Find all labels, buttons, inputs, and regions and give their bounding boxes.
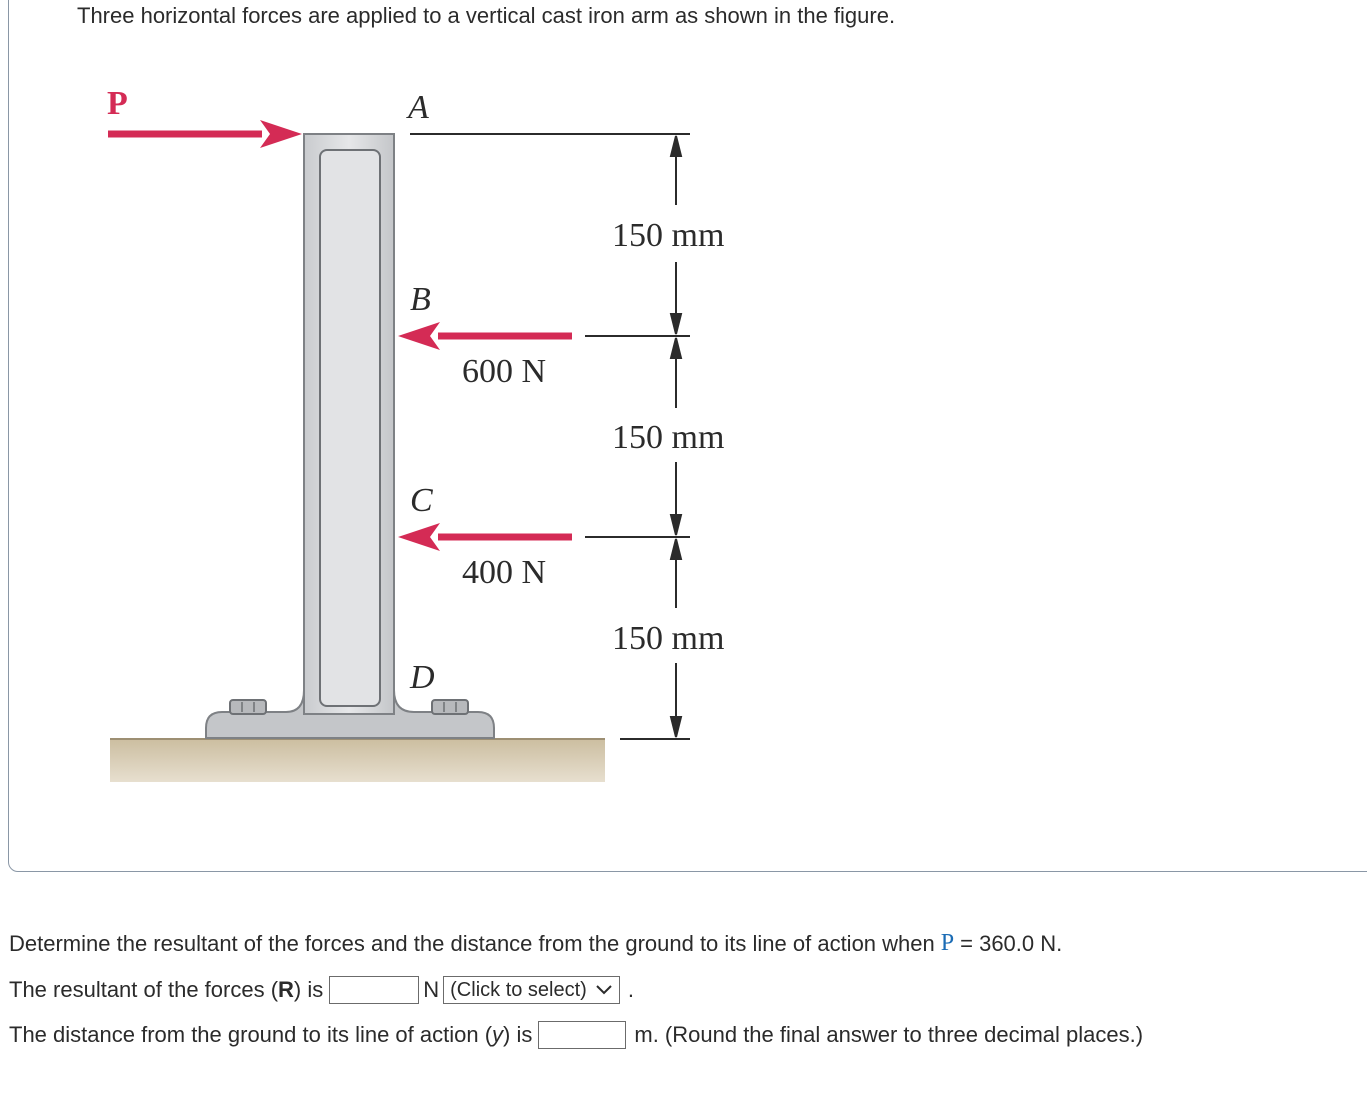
dim-top-label: 150 mm [612,217,725,254]
vertical-arm [304,134,394,714]
force-400n-label: 400 N [462,554,547,591]
distance-suffix: ) is [503,1022,533,1047]
question-prompt [9,930,1062,957]
resultant-unit: N [423,977,440,1002]
dim-middle-label: 150 mm [612,419,725,456]
p-symbol: P [940,930,955,956]
chevron-down-icon [595,979,613,1002]
point-a-label: A [408,89,429,126]
p-value: = 360.0 N. [960,930,1063,956]
resultant-prefix: The resultant of the forces ( [9,977,279,1002]
distance-note: m. (Round the final answer to three decimal places.) [634,1022,1144,1047]
resultant-line [9,976,634,1004]
force-p-arrow [108,120,302,148]
force-400n-arrow [398,523,572,551]
prompt-text: Determine the resultant of the forces and the distance from the ground to its line of action when [9,930,935,956]
resultant-symbol: R [278,977,294,1002]
distance-prefix: The distance from the ground to its line of action ( [9,1022,493,1047]
force-p-label: P [107,85,128,122]
period: . [627,977,634,1002]
force-600n-arrow [398,322,572,350]
right-bolt [432,700,468,714]
force-600n-label: 600 N [462,353,547,390]
resultant-suffix: ) is [293,977,324,1002]
left-bolt [230,700,266,714]
direction-select[interactable] [443,976,620,1004]
ground [110,738,605,782]
direction-select-label: (Click to select) [450,978,587,1001]
resultant-input[interactable] [329,976,419,1004]
distance-line [9,1021,1143,1049]
distance-input[interactable] [538,1021,626,1049]
dim-bottom-label: 150 mm [612,620,725,657]
point-c-label: C [410,482,433,519]
point-b-label: B [410,281,431,318]
distance-symbol: y [492,1022,504,1047]
point-d-label: D [410,659,435,696]
problem-intro: Three horizontal forces are applied to a vertical cast iron arm as shown in the figure. [77,3,896,28]
